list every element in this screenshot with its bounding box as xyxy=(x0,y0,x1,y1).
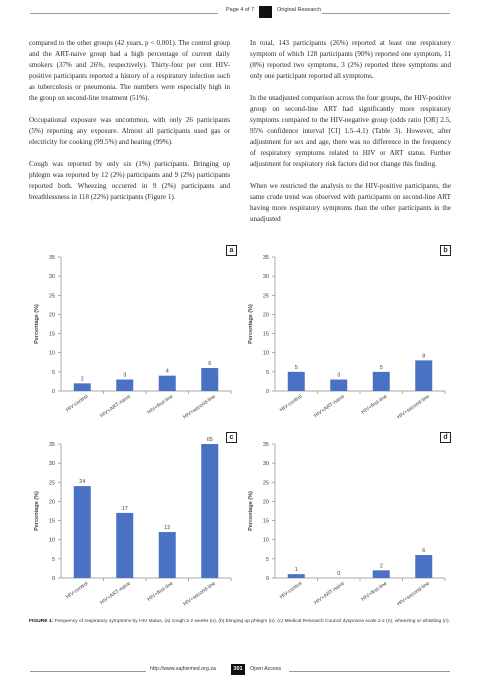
bar xyxy=(288,372,305,391)
right-text-column xyxy=(250,38,451,236)
open-access-label: Open Access xyxy=(250,666,282,672)
y-tick-label: 10 xyxy=(262,537,269,544)
bar xyxy=(373,372,390,391)
chart-panel-c xyxy=(29,432,237,615)
figure-1 xyxy=(29,245,451,615)
caption-text: Frequency of respiratory symptoms by HIV status, (a) cough ≥ 2 weeks (n), (b) bringing up phlegm (n), (c) Medical Research Council dyspnoea scale ≥ 2 (n), wheezing or whistling (n). xyxy=(53,619,450,624)
bar xyxy=(201,368,218,391)
y-tick-label: 15 xyxy=(262,518,269,525)
bar xyxy=(415,555,432,578)
y-tick-label: 20 xyxy=(262,312,269,319)
bar xyxy=(201,444,218,578)
bar xyxy=(74,383,91,391)
header-rule-right xyxy=(322,13,450,14)
y-tick-label: 5 xyxy=(265,369,269,376)
footer-rule-left xyxy=(30,671,146,672)
y-tick-label: 5 xyxy=(51,556,55,563)
bar xyxy=(288,574,305,578)
panel-label-c: c xyxy=(226,432,237,443)
y-tick-label: 15 xyxy=(48,518,55,525)
data-label: 65 xyxy=(206,437,213,443)
y-axis-label: Percentage (%) xyxy=(34,491,40,531)
paragraph: compared to the other groups (42 years, p < 0.001). The control group and the ART-naive group had a high percentage of current daily smokers (37% and 26%, respectively). Thirty-four per cent HIV-positive participants reported a history of a respiratory infection such as tuberculosis or pneumonia. The numbers were especially high in the group on second-line treatment (51%). xyxy=(29,39,230,102)
x-tick-label: HIV+second-line xyxy=(182,393,217,421)
bar-chart-d xyxy=(243,432,451,615)
paragraph: In the unadjusted comparison across the four groups, the HIV-positive group on second-line ART had significantly more respiratory symptoms compared to the HIV-negative group (odds ratio [OR] 2.5, 95% confidence interval [CI] 1.5–4.1) (Table 3). However, after adjustment for sex and age, there was no difference in the frequency of respiratory symptoms related to HIV or ART status. Further adjustment for respiratory risk factors did not change this finding. xyxy=(250,94,451,168)
y-tick-label: 25 xyxy=(262,293,269,300)
paragraph: Cough was reported by only six (1%) participants. Bringing up phlegm was reported by 12 (2%) participants and 9 (2%) participants reported both. Wheezing occurred in 9 (2%) participants and breathlessness in 118 (22%) participants (Figure 1). xyxy=(29,160,230,201)
panel-label-a: a xyxy=(226,245,237,256)
chart-panel-b xyxy=(243,245,451,428)
y-tick-label: 10 xyxy=(48,537,55,544)
caption-label: FIGURE 1: xyxy=(29,619,54,624)
page-footer xyxy=(30,666,450,680)
bar xyxy=(330,380,347,391)
data-label: 6 xyxy=(208,361,212,368)
footer-rule-right xyxy=(289,671,450,672)
x-tick-label: HIV+ART-naive xyxy=(99,393,132,420)
y-tick-label: 15 xyxy=(262,331,269,338)
y-axis-label: Percentage (%) xyxy=(34,304,40,344)
bar xyxy=(74,486,91,578)
y-tick-label: 30 xyxy=(262,274,269,281)
y-tick-label: 30 xyxy=(48,274,55,281)
bar-chart-a xyxy=(29,245,237,428)
y-tick-label: 35 xyxy=(262,255,269,261)
bar-chart-c xyxy=(29,432,237,615)
bar-chart-b xyxy=(243,245,451,428)
bar xyxy=(116,380,133,391)
page-header xyxy=(30,6,450,20)
data-label: 24 xyxy=(79,479,86,486)
x-tick-label: HIV+first-line xyxy=(146,580,175,603)
data-label: 2 xyxy=(379,563,383,570)
x-tick-label: HIV+ART-naive xyxy=(99,580,132,607)
bar xyxy=(415,360,432,391)
data-label: 3 xyxy=(123,372,127,379)
figure-caption xyxy=(29,619,451,626)
paragraph: In total, 143 participants (26%) reported at least one respiratory symptom of which 128 participants (90%) reported one symptom, 11 (8%) reported two symptoms, 3 (2%) reported three symptoms and only one participant reported all symptoms. xyxy=(250,39,451,80)
y-tick-label: 35 xyxy=(262,442,269,448)
data-label: 17 xyxy=(121,505,128,512)
data-label: 0 xyxy=(337,571,341,577)
y-tick-label: 0 xyxy=(51,389,55,395)
y-tick-label: 25 xyxy=(262,480,269,487)
x-tick-label: HIV-control xyxy=(64,393,90,414)
y-tick-label: 10 xyxy=(262,350,269,357)
paragraph: Occupational exposure was uncommon, with only 26 participants (5%) reporting any exposure. Almost all participants used gas or electricity for cooking (99.5%) and heating (99%). xyxy=(29,116,230,146)
data-label: 8 xyxy=(422,353,426,360)
x-tick-label: HIV+first-line xyxy=(146,393,175,416)
data-label: 3 xyxy=(337,372,341,379)
y-tick-label: 0 xyxy=(265,389,269,395)
y-tick-label: 5 xyxy=(51,369,55,376)
data-label: 1 xyxy=(294,567,298,574)
data-label: 5 xyxy=(379,364,383,371)
x-tick-label: HIV-control xyxy=(64,580,90,601)
x-tick-label: HIV+ART-naive xyxy=(313,580,346,607)
y-tick-label: 0 xyxy=(51,576,55,582)
y-tick-label: 10 xyxy=(48,350,55,357)
x-tick-label: HIV+first-line xyxy=(360,393,389,416)
x-tick-label: HIV+second-line xyxy=(182,580,217,608)
panel-label-b: b xyxy=(440,245,451,256)
y-tick-label: 35 xyxy=(48,255,55,261)
y-tick-label: 20 xyxy=(48,499,55,506)
y-axis-label: Percentage (%) xyxy=(248,491,254,531)
bar xyxy=(159,532,176,578)
x-tick-label: HIV+second-line xyxy=(396,393,431,421)
data-label: 2 xyxy=(80,376,84,383)
panel-label-d: d xyxy=(440,432,451,443)
data-label: 5 xyxy=(294,364,298,371)
x-tick-label: HIV-control xyxy=(278,393,304,414)
chart-panel-a xyxy=(29,245,237,428)
bar xyxy=(373,570,390,578)
header-marker-block xyxy=(259,6,272,18)
data-label: 4 xyxy=(165,368,169,375)
y-tick-label: 5 xyxy=(265,556,269,563)
y-tick-label: 20 xyxy=(262,499,269,506)
y-tick-label: 20 xyxy=(48,312,55,319)
y-tick-label: 35 xyxy=(48,442,55,448)
journal-url: http://www.sajhivmed.org.za xyxy=(150,666,216,672)
y-tick-label: 30 xyxy=(48,461,55,468)
y-tick-label: 0 xyxy=(265,576,269,582)
x-tick-label: HIV-control xyxy=(278,580,304,601)
x-tick-label: HIV+ART-naive xyxy=(313,393,346,420)
section-label: Original Research xyxy=(277,7,322,13)
x-tick-label: HIV+second-line xyxy=(396,580,431,608)
x-tick-label: HIV+first-line xyxy=(360,580,389,603)
y-tick-label: 25 xyxy=(48,293,55,300)
header-rule-left xyxy=(30,13,218,14)
bar xyxy=(116,513,133,578)
left-text-column xyxy=(29,38,230,214)
bar xyxy=(159,376,176,391)
y-tick-label: 15 xyxy=(48,331,55,338)
y-axis-label: Percentage (%) xyxy=(248,304,254,344)
chart-panel-d xyxy=(243,432,451,615)
y-tick-label: 30 xyxy=(262,461,269,468)
paragraph: When we restricted the analysis to the HIV-positive participants, the same crude trend was observed with participants on second-line ART having more respiratory symptoms than the other participants in the unadjusted xyxy=(250,182,451,223)
data-label: 6 xyxy=(422,548,426,555)
page-number-label: Page 4 of 7 xyxy=(226,7,255,13)
y-tick-label: 25 xyxy=(48,480,55,487)
footer-page-number: 301 xyxy=(231,664,245,675)
data-label: 12 xyxy=(164,525,171,532)
